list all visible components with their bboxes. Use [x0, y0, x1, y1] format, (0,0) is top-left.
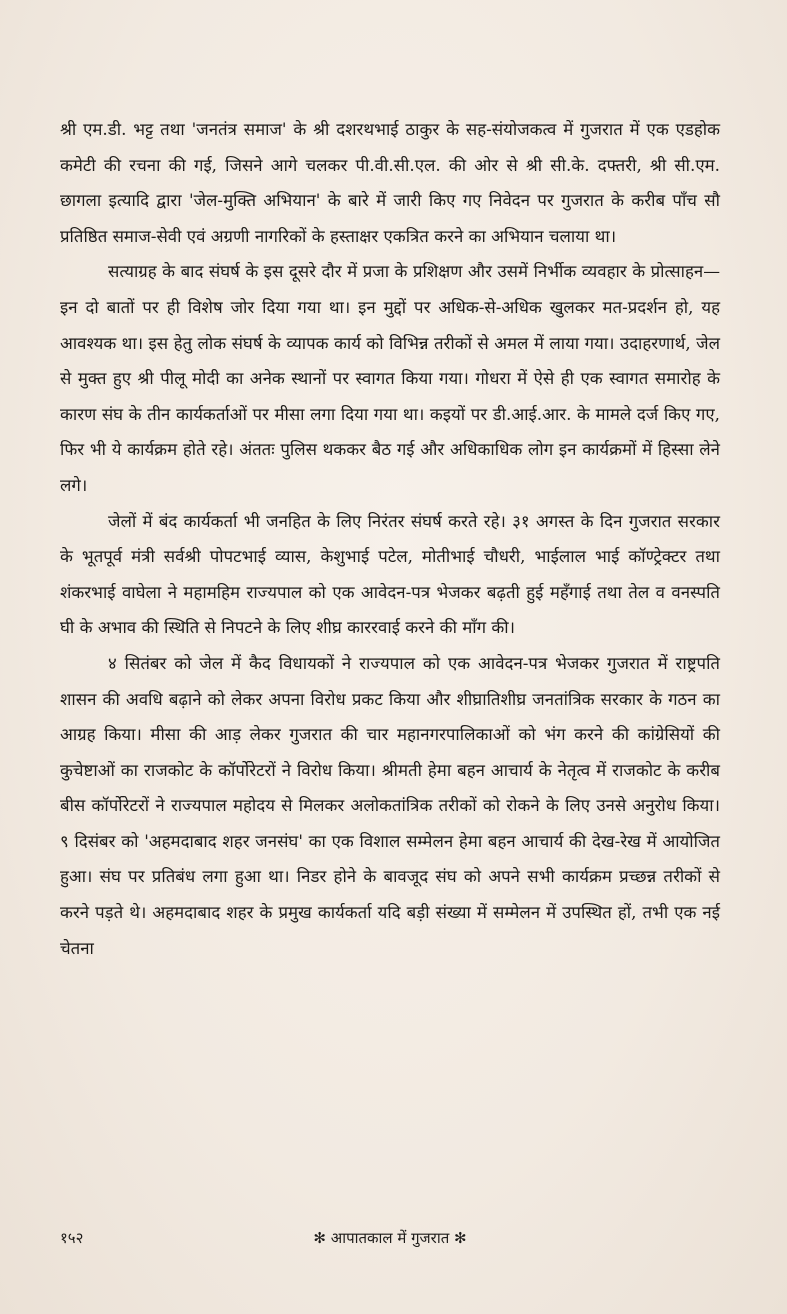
- paragraph: सत्याग्रह के बाद संघर्ष के इस दूसरे दौर में प्रजा के प्रशिक्षण और उसमें निर्भीक व्यवहार के प्रोत्साहन—इन दो बातों पर ही विशेष जोर दिया गया था। इन मुद्दों पर अधिक-से-अधिक खुलकर मत-प्रदर्शन हो, यह आवश्यक था। इस हेतु लोक संघर्ष के व्यापक कार्य को विभिन्न तरीकों से अमल में लाया गया। उदाहरणार्थ, जेल से मुक्त हुए श्री पीलू मोदी का अनेक स्थानों पर स्वागत किया गया। गोधरा में ऐसे ही एक स्वागत समारोह के कारण संघ के तीन कार्यकर्ताओं पर मीसा लगा दिया गया था। कइयों पर डी.आई.आर. के मामले दर्ज किए गए, फिर भी ये कार्यक्रम होते रहे। अंततः पुलिस थककर बैठ गई और अधिकाधिक लोग इन कार्यक्रमों में हिस्सा लेने लगे।: [60, 261, 720, 495]
- page-number: १५२: [60, 1229, 84, 1247]
- paragraph: श्री एम.डी. भट्ट तथा 'जनतंत्र समाज' के श्री दशरथभाई ठाकुर के सह-संयोजकत्व में गुजरात में एक एडहोक कमेटी की रचना की गई, जिसने आगे चलकर पी.वी.सी.एल. की ओर से श्री सी.के. दफ्तरी, श्री सी.एम. छागला इत्यादि द्वारा 'जेल-मुक्ति अभियान' के बारे में जारी किए गए निवेदन पर गुजरात के करीब पाँच सौ प्रतिष्ठित समाज-सेवी एवं अग्रणी नागरिकों के हस्ताक्षर एकत्रित करने का अभियान चलाया था।: [60, 119, 720, 246]
- running-title: ✻ आपातकाल में गुजरात ✻: [313, 1229, 467, 1247]
- paragraph: जेलों में बंद कार्यकर्ता भी जनहित के लिए निरंतर संघर्ष करते रहे। ३१ अगस्त के दिन गुजरात सरकार के भूतपूर्व मंत्री सर्वश्री पोपटभाई व्यास, केशुभाई पटेल, मोतीभाई चौधरी, भाईलाल भाई कॉण्ट्रेक्टर तथा शंकरभाई वाघेला ने महामहिम राज्यपाल को एक आवेदन-पत्र भेजकर बढ़ती हुई महँगाई तथा तेल व वनस्पति घी के अभाव की स्थिति से निपटने के लिए शीघ्र काररवाई करने की माँग की।: [60, 510, 720, 638]
- page-footer: [60, 1228, 720, 1258]
- paragraph: ४ सितंबर को जेल में कैद विधायकों ने राज्यपाल को एक आवेदन-पत्र भेजकर गुजरात में राष्ट्रपति शासन की अवधि बढ़ाने को लेकर अपना विरोध प्रकट किया और शीघ्रातिशीघ्र जनतांत्रिक सरकार के गठन का आग्रह किया। मीसा की आड़ लेकर गुजरात की चार महानगरपालिकाओं को भंग करने की कांग्रेसियों की कुचेष्टाओं का राजकोट के कॉर्पोरेटरों ने विरोध किया। श्रीमती हेमा बहन आचार्य के नेतृत्व में राजकोट के करीब बीस कॉर्पोरेटरों ने राज्यपाल महोदय से मिलकर अलोकतांत्रिक तरीकों को रोकने के लिए उनसे अनुरोध किया। ९ दिसंबर को 'अहमदाबाद शहर जनसंघ' का एक विशाल सम्मेलन हेमा बहन आचार्य की देख-रेख में आयोजित हुआ। संघ पर प्रतिबंध लगा हुआ था। निडर होने के बावजूद संघ को अपने सभी कार्यक्रम प्रच्छन्न तरीकों से करने पड़ते थे। अहमदाबाद शहर के प्रमुख कार्यकर्ता यदि बड़ी संख्या में सम्मेलन में उपस्थित हों, तभी एक नई चेतना: [60, 652, 720, 958]
- body-text: [60, 112, 720, 966]
